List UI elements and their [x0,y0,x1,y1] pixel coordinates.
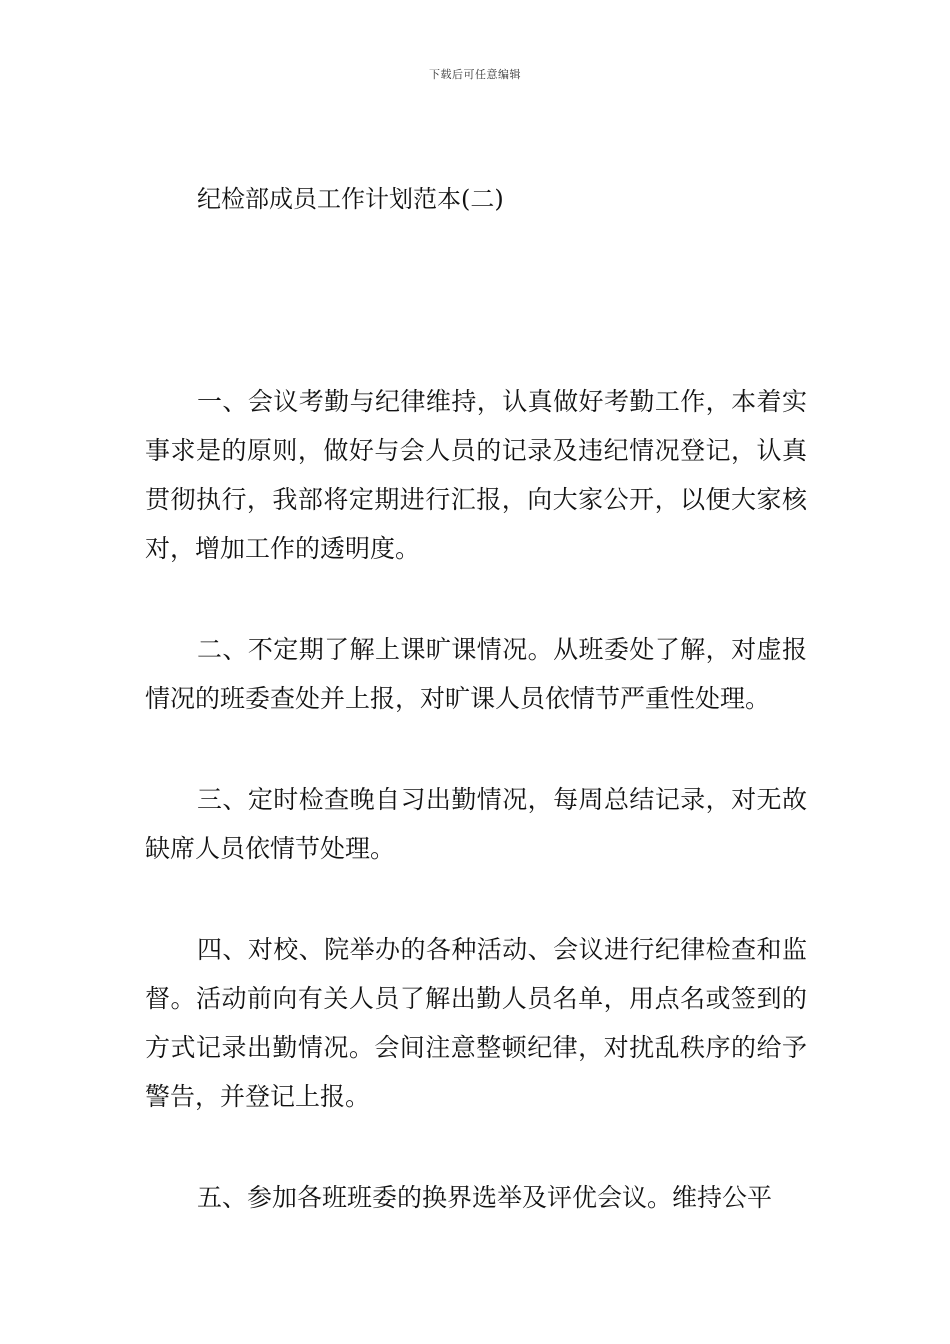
document-body [145,377,807,1274]
paragraph-2: 二、不定期了解上课旷课情况。从班委处了解，对虚报情况的班委查处并上报，对旷课人员依情节严重性处理。 [145,635,807,713]
paragraph-3: 三、定时检查晚自习出勤情况，每周总结记录，对无故缺席人员依情节处理。 [145,785,807,863]
header-note: 下载后可任意编辑 [429,68,521,81]
paragraph-4: 四、对校、院举办的各种活动、会议进行纪律检查和监督。活动前向有关人员了解出勤人员名单，用点名或签到的方式记录出勤情况。会间注意整顿纪律，对扰乱秩序的给予警告，并登记上报。 [145,935,807,1111]
paragraph-1: 一、会议考勤与纪律维持，认真做好考勤工作，本着实事求是的原则，做好与会人员的记录及违纪情况登记，认真贯彻执行，我部将定期进行汇报，向大家公开，以便大家核对，增加工作的透明度。 [145,387,807,563]
paragraph-5: 五、参加各班班委的换界选举及评优会议。维持公平 [197,1183,773,1212]
document-title: 纪检部成员工作计划范本(二) [197,185,504,213]
